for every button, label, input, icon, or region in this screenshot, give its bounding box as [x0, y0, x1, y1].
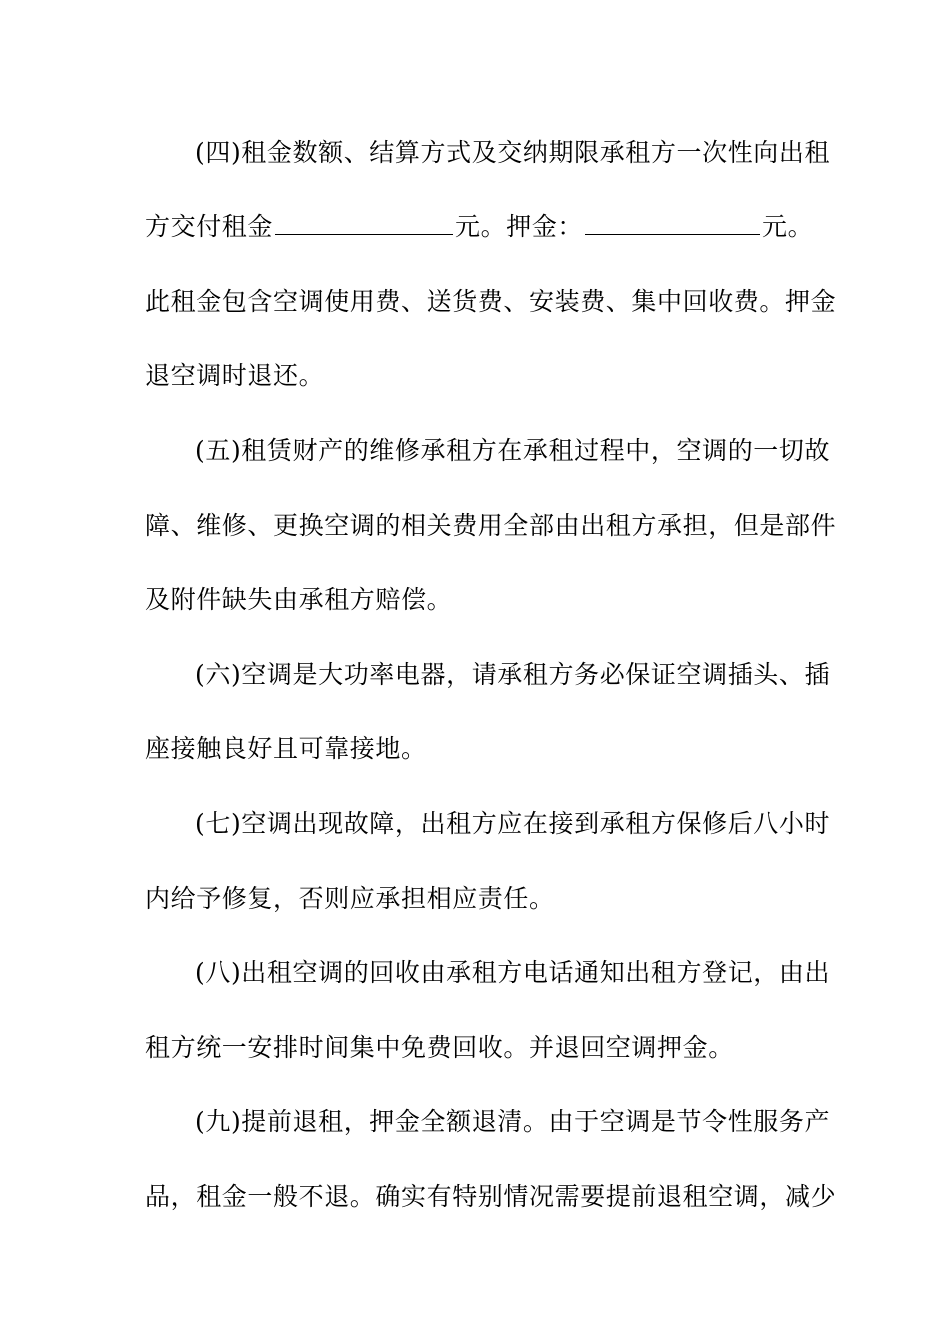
paragraph-6-line-2: 座接触良好且可靠接地。 [145, 734, 427, 763]
paragraph-6-line-1: (六)空调是大功率电器，请承租方务必保证空调插头、插 [195, 660, 831, 689]
paragraph-5-line-2: 障、维修、更换空调的相关费用全部由出租方承担，但是部件 [145, 511, 837, 540]
paragraph-8-line-1: (八)出租空调的回收由承租方电话通知出租方登记，由出 [195, 958, 831, 987]
rent-amount-blank[interactable] [275, 212, 453, 235]
rent-label: 方交付租金 [145, 212, 274, 241]
paragraph-4-line-3: 此租金包含空调使用费、送货费、安装费、集中回收费。押金 [145, 287, 837, 316]
deposit-amount-blank[interactable] [585, 212, 760, 235]
paragraph-5-line-1: (五)租赁财产的维修承租方在承租过程中，空调的一切故 [195, 436, 831, 465]
paragraph-7-line-1: (七)空调出现故障，出租方应在接到承租方保修后八小时 [195, 809, 831, 838]
paragraph-9-line-1: (九)提前退租，押金全额退清。由于空调是节令性服务产 [195, 1107, 831, 1136]
deposit-label: 元。押金： [455, 212, 584, 241]
paragraph-5-line-3: 及附件缺失由承租方赔偿。 [145, 585, 453, 614]
paragraph-4-line-2 [145, 210, 814, 244]
deposit-unit: 元。 [762, 212, 814, 241]
paragraph-8-line-2: 租方统一安排时间集中免费回收。并退回空调押金。 [145, 1033, 734, 1062]
paragraph-4-line-1: (四)租金数额、结算方式及交纳期限承租方一次性向出租 [195, 138, 831, 167]
paragraph-7-line-2: 内给予修复，否则应承担相应责任。 [145, 884, 555, 913]
paragraph-4-line-4: 退空调时退还。 [145, 361, 325, 390]
paragraph-9-line-2: 品，租金一般不退。确实有特别情况需要提前退租空调，减少 [145, 1182, 837, 1211]
